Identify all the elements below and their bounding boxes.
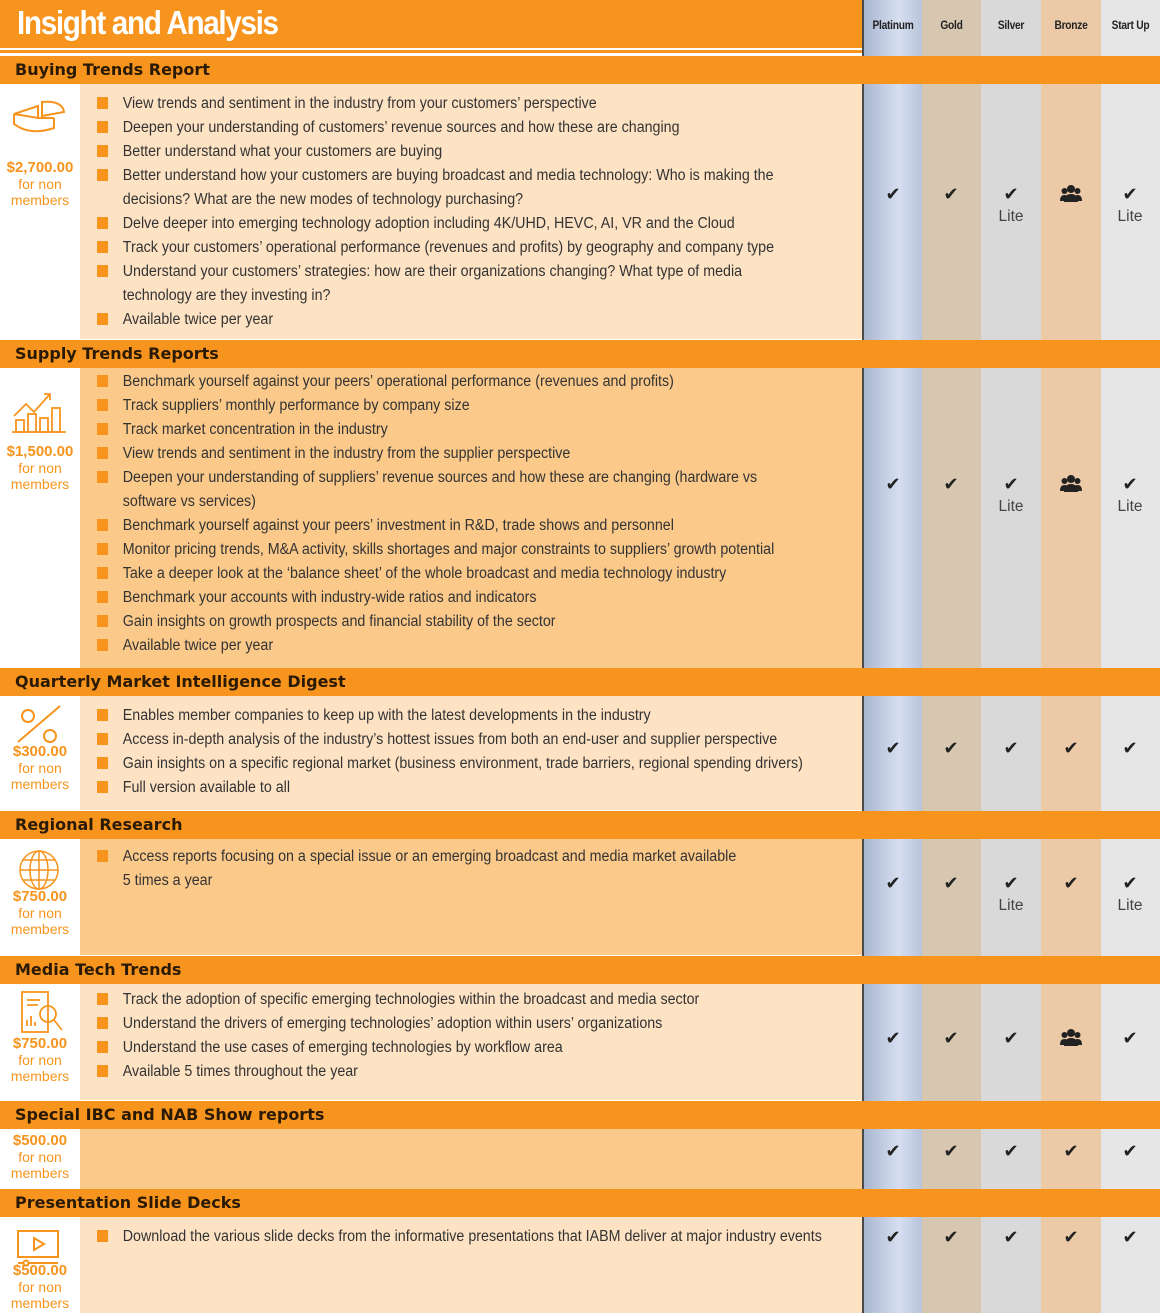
price-note: members — [10, 776, 70, 792]
tier-mark-silver — [981, 1028, 1041, 1048]
section-header-special-ibc-and-nab-show-reports — [0, 1101, 1160, 1129]
title-underline — [0, 50, 862, 53]
feature-item: 5 times a year — [122, 872, 213, 889]
price-note: members — [10, 1165, 70, 1181]
tier-mark-bronze — [1041, 1227, 1101, 1247]
pie-chart-icon — [10, 92, 68, 142]
check-icon: ✔ — [1122, 738, 1138, 758]
price-label — [0, 1036, 80, 1084]
group-icon — [1041, 184, 1101, 206]
tier-header-gold: Gold — [940, 18, 963, 32]
tier-mark-platinum — [863, 184, 923, 204]
check-icon: ✔ — [1063, 738, 1079, 758]
price-label — [0, 160, 80, 208]
check-icon: ✔ — [1003, 1227, 1019, 1247]
feature-item: Available 5 times throughout the year — [97, 1060, 877, 1084]
feature-item: Take a deeper look at the ‘balance sheet’ of the whole broadcast and media technology industry — [97, 562, 877, 586]
price-note: for non — [18, 1279, 62, 1295]
check-icon: ✔ — [943, 873, 959, 893]
tier-mark-gold — [921, 873, 981, 893]
price-note: for non — [18, 1149, 62, 1165]
price-amount: $300.00 — [12, 743, 68, 760]
price-note: for non — [18, 176, 62, 192]
tier-mark-bronze — [1041, 738, 1101, 758]
check-icon: ✔ — [1003, 184, 1019, 204]
feature-list — [97, 704, 945, 800]
feature-item: Benchmark your accounts with industry-wide ratios and indicators — [97, 586, 877, 610]
feature-item: Understand the use cases of emerging technologies by workflow area — [97, 1036, 877, 1060]
tier-header-silver: Silver — [997, 18, 1025, 32]
feature-list-panel — [80, 84, 862, 339]
price-column — [0, 368, 80, 668]
tier-mark-bronze — [1041, 184, 1101, 206]
price-amount: $1,500.00 — [6, 443, 74, 460]
tier-mark-startup — [1100, 474, 1160, 516]
feature-item: Benchmark yourself against your peers’ investment in R&D, trade shows and personnel — [97, 514, 877, 538]
price-note: for non — [18, 760, 62, 776]
tier-mark-gold — [921, 1141, 981, 1161]
price-column — [0, 696, 80, 810]
tier-mark-startup — [1100, 1141, 1160, 1161]
growth-chart-icon — [10, 386, 68, 436]
tier-mark-bronze — [1041, 1141, 1101, 1161]
tier-mark-silver — [981, 184, 1041, 226]
section-body-supply-trends-reports — [0, 368, 862, 668]
section-title: Buying Trends Report — [15, 60, 210, 79]
tier-mark-platinum — [863, 738, 923, 758]
check-icon: ✔ — [1003, 738, 1019, 758]
feature-item: Track market concentration in the industry — [97, 418, 877, 442]
price-note: members — [10, 192, 70, 208]
feature-list — [97, 845, 945, 893]
tier-mark-platinum — [863, 1227, 923, 1247]
tier-mark-startup — [1100, 873, 1160, 915]
feature-list — [97, 988, 945, 1084]
tier-mark-silver — [981, 474, 1041, 516]
check-icon: ✔ — [1003, 474, 1019, 494]
feature-item: Gain insights on growth prospects and financial stability of the sector — [97, 610, 877, 634]
lite-label: Lite — [1117, 208, 1143, 225]
feature-item: View trends and sentiment in the industry from your customers’ perspective — [97, 92, 877, 116]
tier-header-startup: Start Up — [1111, 18, 1150, 32]
tier-mark-silver — [981, 738, 1041, 758]
feature-item: Understand the drivers of emerging technologies’ adoption within users’ organizations — [97, 1012, 877, 1036]
check-icon: ✔ — [885, 873, 901, 893]
check-icon: ✔ — [1122, 1028, 1138, 1048]
section-header-supply-trends-reports — [0, 340, 1160, 368]
report-magnifier-icon — [10, 988, 68, 1038]
price-note: for non — [18, 905, 62, 921]
tier-mark-platinum — [863, 474, 923, 494]
group-icon — [1041, 1028, 1101, 1050]
tier-mark-gold — [921, 474, 981, 494]
feature-item: Available twice per year — [97, 634, 877, 658]
feature-item: Access reports focusing on a special issue or an emerging broadcast and media market available — [97, 845, 877, 869]
check-icon: ✔ — [943, 1028, 959, 1048]
section-header-regional-research — [0, 811, 1160, 839]
lite-label: Lite — [1117, 897, 1143, 914]
check-icon: ✔ — [1063, 1227, 1079, 1247]
feature-item: Track the adoption of specific emerging technologies within the broadcast and media sector — [97, 988, 877, 1012]
section-title: Quarterly Market Intelligence Digest — [15, 672, 346, 691]
price-label — [0, 1263, 80, 1311]
feature-list-panel — [80, 1217, 862, 1313]
check-icon: ✔ — [1122, 1227, 1138, 1247]
section-body-presentation-slide-decks — [0, 1217, 862, 1313]
feature-item: software vs services) — [122, 493, 256, 510]
lite-label: Lite — [1117, 498, 1143, 515]
feature-item: Deepen your understanding of suppliers’ revenue sources and how these are changing (hardware vs — [97, 466, 877, 490]
check-icon: ✔ — [885, 1141, 901, 1161]
tier-mark-silver — [981, 1227, 1041, 1247]
check-icon: ✔ — [885, 1227, 901, 1247]
check-icon: ✔ — [1063, 873, 1079, 893]
price-note: for non — [18, 460, 62, 476]
tier-header-bronze: Bronze — [1054, 18, 1088, 32]
tier-mark-bronze — [1041, 474, 1101, 496]
feature-item: Understand your customers’ strategies: how are their organizations changing? What type of media — [97, 260, 877, 284]
check-icon: ✔ — [1003, 873, 1019, 893]
feature-list-panel — [80, 696, 862, 810]
price-label — [0, 889, 80, 937]
tier-mark-startup — [1100, 1028, 1160, 1048]
feature-list — [97, 1225, 945, 1249]
price-column — [0, 984, 80, 1100]
feature-list-panel — [80, 984, 862, 1100]
feature-item: decisions? What are the new modes of technology purchasing? — [122, 191, 524, 208]
feature-item: Deepen your understanding of customers’ revenue sources and how these are changing — [97, 116, 877, 140]
feature-item: Gain insights on a specific regional market (business environment, trade barriers, regional spending drivers) — [97, 752, 877, 776]
check-icon: ✔ — [1122, 1141, 1138, 1161]
tier-mark-bronze — [1041, 1028, 1101, 1050]
feature-item: Available twice per year — [97, 308, 877, 332]
feature-item: Delve deeper into emerging technology adoption including 4K/UHD, HEVC, AI, VR and the Cloud — [97, 212, 877, 236]
tier-mark-gold — [921, 1227, 981, 1247]
feature-item: Track suppliers’ monthly performance by company size — [97, 394, 877, 418]
feature-item: Benchmark yourself against your peers’ operational performance (revenues and profits) — [97, 370, 877, 394]
price-amount: $500.00 — [12, 1132, 68, 1149]
tier-mark-gold — [921, 184, 981, 204]
price-column — [0, 84, 80, 339]
price-amount: $2,700.00 — [6, 159, 74, 176]
feature-item: View trends and sentiment in the industry from the supplier perspective — [97, 442, 877, 466]
price-note: members — [10, 921, 70, 937]
check-icon: ✔ — [1003, 1028, 1019, 1048]
section-body-quarterly-market-intelligence-digest — [0, 696, 862, 810]
check-icon: ✔ — [943, 1141, 959, 1161]
tier-mark-silver — [981, 1141, 1041, 1161]
section-title: Special IBC and NAB Show reports — [15, 1105, 325, 1124]
price-note: members — [10, 1295, 70, 1311]
section-header-presentation-slide-decks — [0, 1189, 1160, 1217]
price-label — [0, 1133, 80, 1181]
check-icon: ✔ — [943, 474, 959, 494]
feature-item: Monitor pricing trends, M&A activity, skills shortages and major constraints to suppliers’ growth potential — [97, 538, 877, 562]
feature-list-panel — [80, 839, 862, 955]
section-header-quarterly-market-intelligence-digest — [0, 668, 1160, 696]
price-column — [0, 839, 80, 955]
check-icon: ✔ — [1122, 474, 1138, 494]
feature-item: technology are they investing in? — [122, 287, 331, 304]
section-body-regional-research — [0, 839, 862, 955]
tier-header-platinum: Platinum — [872, 18, 914, 32]
feature-item: Full version available to all — [97, 776, 877, 800]
price-note: for non — [18, 1052, 62, 1068]
lite-label: Lite — [998, 897, 1024, 914]
feature-item: Download the various slide decks from the informative presentations that IABM deliver at major industry events — [97, 1225, 877, 1249]
section-body-special-ibc-and-nab-show-reports — [0, 1129, 862, 1189]
price-column — [0, 1217, 80, 1313]
feature-list — [97, 92, 945, 332]
section-title: Media Tech Trends — [15, 960, 182, 979]
tier-mark-startup — [1100, 1227, 1160, 1247]
feature-item: Access in-depth analysis of the industry’s hottest issues from both an end-user and supplier perspective — [97, 728, 877, 752]
lite-label: Lite — [998, 498, 1024, 515]
group-icon — [1041, 474, 1101, 496]
tier-mark-platinum — [863, 1028, 923, 1048]
title-bar — [0, 0, 862, 48]
price-amount: $500.00 — [12, 1262, 68, 1279]
price-note: members — [10, 1068, 70, 1084]
price-column — [0, 1129, 80, 1189]
feature-list-panel — [80, 1129, 862, 1189]
section-title: Regional Research — [15, 815, 183, 834]
section-header-media-tech-trends — [0, 956, 1160, 984]
section-body-media-tech-trends — [0, 984, 862, 1100]
tier-mark-bronze — [1041, 873, 1101, 893]
tier-mark-platinum — [863, 873, 923, 893]
tier-mark-gold — [921, 738, 981, 758]
section-body-buying-trends-report — [0, 84, 862, 339]
check-icon: ✔ — [943, 1227, 959, 1247]
check-icon: ✔ — [885, 474, 901, 494]
feature-list — [97, 370, 945, 658]
price-amount: $750.00 — [12, 1035, 68, 1052]
check-icon: ✔ — [1122, 184, 1138, 204]
check-icon: ✔ — [943, 738, 959, 758]
check-icon: ✔ — [1122, 873, 1138, 893]
feature-list-panel — [80, 368, 862, 668]
check-icon: ✔ — [885, 184, 901, 204]
feature-item: Track your customers’ operational performance (revenues and profits) by geography and company type — [97, 236, 877, 260]
section-header-buying-trends-report — [0, 56, 1160, 84]
page-title: Insight and Analysis — [17, 4, 278, 41]
tier-mark-platinum — [863, 1141, 923, 1161]
price-note: members — [10, 476, 70, 492]
check-icon: ✔ — [1003, 1141, 1019, 1161]
feature-item: Enables member companies to keep up with the latest developments in the industry — [97, 704, 877, 728]
section-title: Supply Trends Reports — [15, 344, 219, 363]
price-label — [0, 444, 80, 492]
price-label — [0, 744, 80, 792]
check-icon: ✔ — [885, 1028, 901, 1048]
tier-mark-gold — [921, 1028, 981, 1048]
lite-label: Lite — [998, 208, 1024, 225]
check-icon: ✔ — [1063, 1141, 1079, 1161]
check-icon: ✔ — [885, 738, 901, 758]
price-amount: $750.00 — [12, 888, 68, 905]
check-icon: ✔ — [943, 184, 959, 204]
tier-mark-silver — [981, 873, 1041, 915]
tier-mark-startup — [1100, 184, 1160, 226]
tier-mark-startup — [1100, 738, 1160, 758]
feature-item: Better understand what your customers are buying — [97, 140, 877, 164]
section-title: Presentation Slide Decks — [15, 1193, 241, 1212]
feature-item: Better understand how your customers are buying broadcast and media technology: Who is making the — [97, 164, 877, 188]
